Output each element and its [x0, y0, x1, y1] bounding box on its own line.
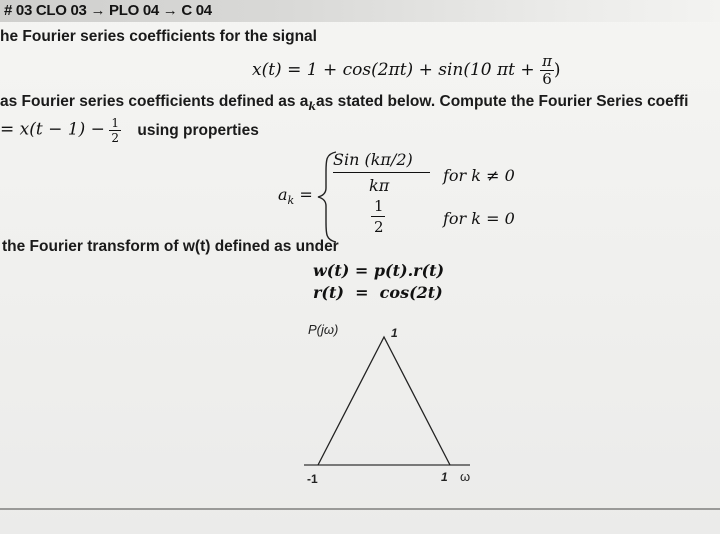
case2-den: 2: [374, 218, 384, 236]
case2-num: 1: [374, 197, 384, 215]
q2-line1-rest: as stated below. Compute the Fourier Series coeffi: [316, 93, 689, 110]
bottom-rule: [0, 508, 720, 510]
case1-condition: for k ≠ 0: [443, 166, 515, 185]
q1-close-paren: ): [553, 60, 561, 80]
spectrum-plot: [290, 315, 510, 495]
q2-half: [109, 117, 121, 144]
case1-den: kπ: [369, 176, 390, 195]
q2-line1: [0, 93, 688, 113]
q2-line2: [0, 117, 259, 144]
q1-frac-den: 6: [542, 70, 552, 88]
ak-symbol: a: [278, 185, 288, 204]
q2-half-den: 2: [111, 131, 119, 145]
q1-pi-over-6: [540, 54, 554, 87]
q3-eq-r: r(t) = cos(2t): [313, 283, 443, 302]
q2-line2-text: using properties: [137, 121, 259, 139]
q2-half-num: 1: [111, 116, 119, 130]
ak-equals: =: [299, 185, 313, 204]
q1-equation: [252, 54, 561, 87]
case2-condition: for k = 0: [443, 209, 515, 228]
case1-num: Sin (kπ/2): [333, 150, 413, 169]
ak-subscript: k: [287, 194, 295, 208]
plot-left-tick: -1: [307, 472, 318, 486]
q1-frac-num: π: [542, 52, 552, 70]
case1-frac-bar: [333, 172, 430, 173]
plot-peak-label: 1: [391, 326, 398, 340]
q2-line1-text: as Fourier series coefficients defined as a: [0, 93, 309, 110]
ak-lhs: [278, 185, 313, 207]
q3-intro: the Fourier transform of w(t) defined as under: [2, 238, 339, 255]
q1-intro: he Fourier series coefficients for the signal: [0, 28, 317, 45]
header-label: # 03 CLO 03 → PLO 04 → C 04: [4, 2, 212, 19]
plot-ylabel: P(jω): [308, 322, 339, 337]
q2-line2-eq: = x(t − 1) −: [0, 119, 105, 140]
q2-line1-sub: k: [308, 100, 317, 114]
plot-xlabel: ω: [460, 469, 471, 484]
q3-eq-w: w(t) = p(t).r(t): [313, 261, 445, 280]
plot-triangle-series: [318, 337, 450, 465]
plot-right-tick: 1: [441, 470, 448, 484]
q1-equation-lhs: x(t) = 1 + cos(2πt) + sin(10 πt +: [252, 60, 535, 80]
